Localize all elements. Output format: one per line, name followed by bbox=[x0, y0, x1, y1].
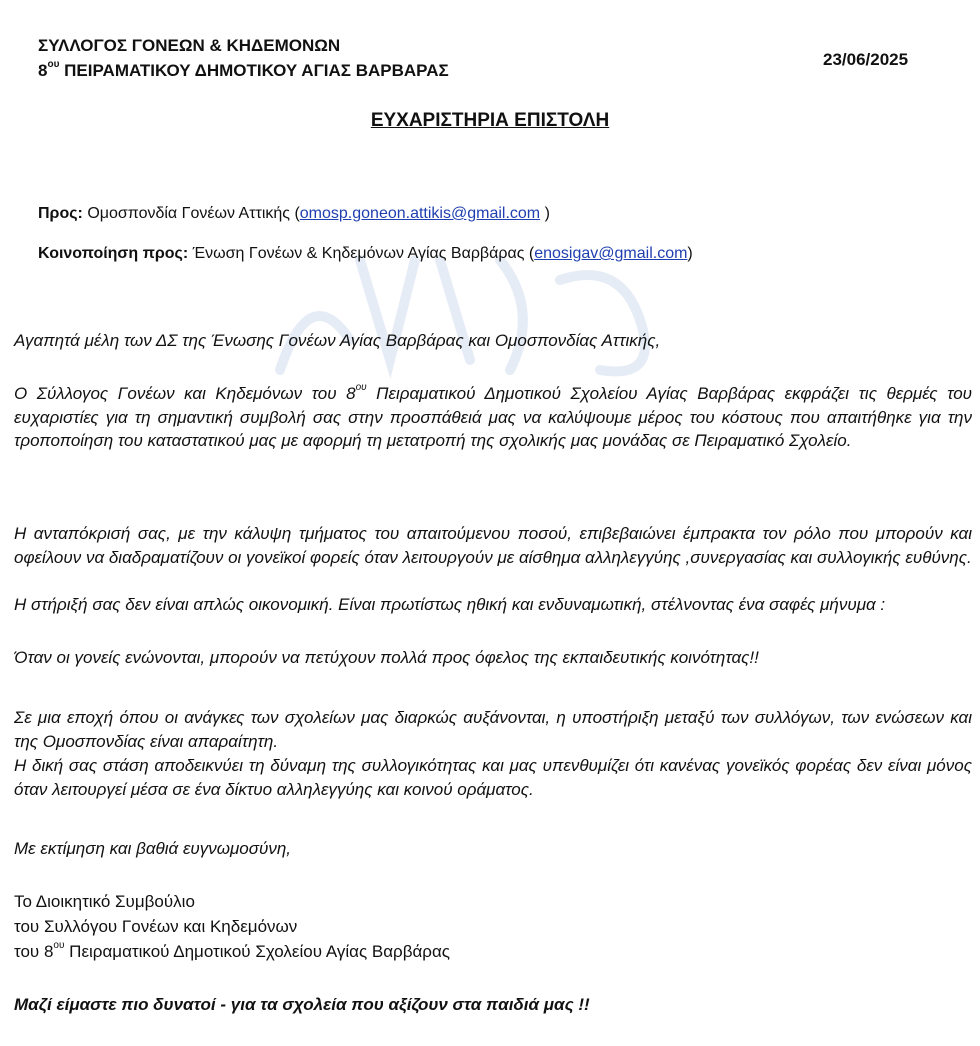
motto: Μαζί είμαστε πιο δυνατοί - για τα σχολεία που αξίζουν στα παιδιά μας !! bbox=[14, 995, 590, 1014]
p1-start: Ο Σύλλογος Γονέων και Κηδεμόνων του 8 bbox=[14, 384, 356, 403]
greeting: Αγαπητά μέλη των ΔΣ της Ένωσης Γονέων Αγίας Βαρβάρας και Ομοσπονδίας Αττικής, bbox=[14, 331, 661, 350]
org-line2-superscript: ου bbox=[47, 59, 60, 71]
signature-block bbox=[14, 889, 450, 964]
p1-superscript: ου bbox=[355, 382, 367, 394]
signature-line1: Το Διοικητικό Συμβούλιο bbox=[14, 892, 195, 911]
to-close-paren: ) bbox=[540, 205, 550, 222]
closing-line: Με εκτίμηση και βαθιά ευγνωμοσύνη, bbox=[14, 839, 292, 858]
signature-line3-rest: Πειραματικού Δημοτικού Σχολείου Αγίας Βαρβάρας bbox=[64, 942, 451, 961]
letter-title: ΕΥΧΑΡΙΣΤΗΡΙΑ ΕΠΙΣΤΟΛΗ bbox=[370, 110, 610, 131]
paragraph-parents-unite: Όταν οι γονείς ενώνονται, μπορούν να πετύχουν πολλά προς όφελος της εκπαιδευτικής κοινότητας!! bbox=[14, 648, 759, 667]
to-email-link[interactable]: omosp.goneon.attikis@gmail.com bbox=[299, 205, 541, 222]
p1-rest: Πειραματικού Δημοτικού Σχολείου Αγίας Βαρβάρας εκφράζει τις θερμές του ευχαριστίες για τη σημαντική συμβολή σας στην προσπάθειά μας να καλύψουμε μέρος του κόστους που απαιτήθηκε για την τροποποίηση του καταστατικού μας με αφορμή τη μετατροπή της σχολικής μας μονάδας σε Πειραματικό Σχολείο. bbox=[14, 384, 972, 450]
paragraph-gratitude bbox=[14, 382, 972, 453]
to-label: Προς: bbox=[38, 205, 83, 222]
signature-line2: του Συλλόγου Γονέων και Κηδεμόνων bbox=[14, 917, 298, 936]
cc-close-paren: ) bbox=[687, 245, 693, 262]
paragraph-stance: Η δική σας στάση αποδεικνύει τη δύναμη της συλλογικότητας και μας υπενθυμίζει ότι κανένας γονεϊκός φορέας δεν είναι μόνος όταν λειτουργεί μέσα σε ένα δίκτυο αλληλεγγύης και κοινού οράματος. bbox=[14, 756, 972, 799]
signature-line3-start: του 8 bbox=[14, 942, 54, 961]
paragraph-support: Η στήριξή σας δεν είναι απλώς οικονομική. Είναι πρωτίστως ηθική και ενδυναμωτική, στέλνοντας ένα σαφές μήνυμα : bbox=[14, 595, 886, 614]
org-name-line2 bbox=[38, 58, 449, 83]
cc-label: Κοινοποίηση προς: bbox=[38, 245, 189, 262]
paragraph-response: Η ανταπόκρισή σας, με την κάλυψη τμήματος του απαιτούμενου ποσού, επιβεβαιώνει έμπρακτα τον ρόλο που μπορούν και οφείλουν να διαδραματίζουν οι γονεϊκοί φορείς όταν λειτουργούν με αίσθημα αλληλεγγύης ,συνεργασίας και συλλογικής ευθύνης. bbox=[14, 524, 972, 567]
to-recipient-line bbox=[38, 205, 550, 223]
organization-header bbox=[38, 33, 449, 83]
org-line2-rest: ΠΕΙΡΑΜΑΤΙΚΟΥ ΔΗΜΟΤΙΚΟΥ ΑΓΙΑΣ ΒΑΡΒΑΡΑΣ bbox=[59, 61, 449, 80]
paragraph-needs: Σε μια εποχή όπου οι ανάγκες των σχολείων μας διαρκώς αυξάνονται, η υποστήριξη μεταξύ των συλλόγων, των ενώσεων και της Ομοσπονδίας είναι απαραίτητη. bbox=[14, 708, 972, 751]
org-line2-number: 8 bbox=[38, 61, 48, 80]
cc-email-link[interactable]: enosigav@gmail.com bbox=[534, 245, 688, 262]
cc-recipient-line bbox=[38, 245, 693, 263]
org-name-line1: ΣΥΛΛΟΓΟΣ ΓΟΝΕΩΝ & ΚΗΔΕΜΟΝΩΝ bbox=[38, 36, 341, 55]
signature-line3-superscript: ου bbox=[53, 940, 65, 952]
letter-date: 23/06/2025 bbox=[823, 50, 909, 69]
to-recipient-text: Ομοσπονδία Γονέων Αττικής ( bbox=[82, 205, 300, 222]
signature-line3 bbox=[14, 939, 450, 964]
cc-recipient-text: Ένωση Γονέων & Κηδεμόνων Αγίας Βαρβάρας ( bbox=[188, 245, 535, 262]
